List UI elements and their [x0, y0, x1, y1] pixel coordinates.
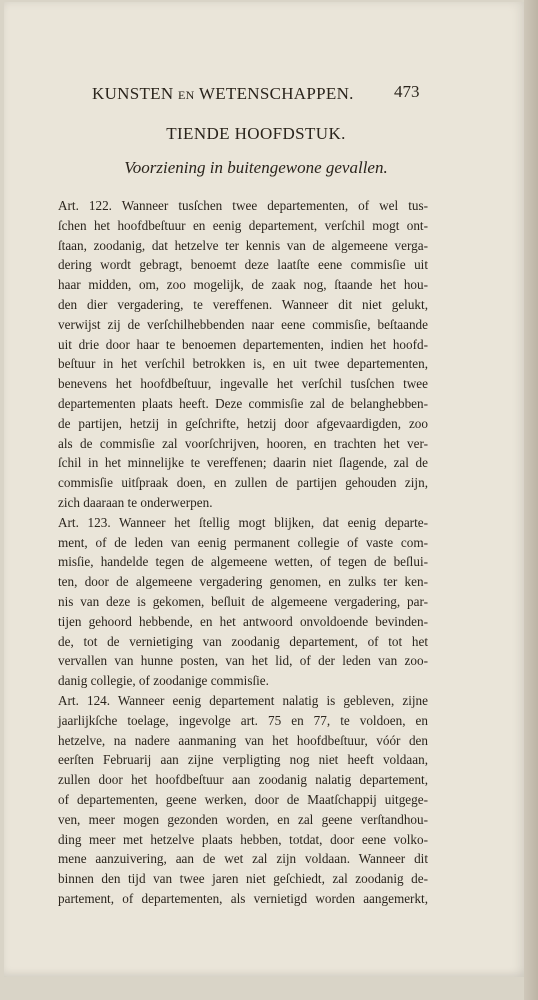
- text-line: de partijen, hetzij in geſchrifte, hetzij door afgevaardigden, zoo: [58, 415, 428, 431]
- text-line: ven, meer mogen gezonden worden, en zal geene verſtandhou-: [58, 811, 428, 827]
- text-line: als de commisſie zal voorſchrijven, hooren, en trachten het ver-: [58, 435, 428, 451]
- running-title-a: KUNSTEN: [92, 84, 174, 103]
- text-line: haar midden, om, zoo mogelijk, de zaak nog, ſtaande het hou-: [58, 277, 428, 293]
- text-line: nis van deze is gekomen, beſluit de algemeene vergadering, par-: [58, 593, 428, 609]
- text-line: Art. 124. Wanneer eenig departement nalatig is gebleven, zijne: [58, 692, 428, 708]
- text-line: verwijst zij de verſchilhebbenden naar eene commisſie, beſtaande: [58, 316, 428, 332]
- text-line: zullen door het hoofdbeſtuur aan zoodanig nalatig departement,: [58, 772, 428, 788]
- text-line: eerſten Februarij aan zijne verpligting nog niet heeft voldaan,: [58, 752, 428, 768]
- article-paragraph: [58, 513, 428, 691]
- section-title: Voorziening in buitengewone gevallen.: [124, 158, 388, 177]
- text-line: Art. 122. Wanneer tusſchen twee departementen, of wel tus-: [58, 198, 428, 213]
- text-line: hetzelve, na nadere aanmaning van het hoofdbeſtuur, vóór den: [58, 732, 428, 748]
- text-line: beſtuur in het verſchil betrokken is, en uit twee departementen,: [58, 356, 428, 372]
- chapter-title: TIENDE HOOFDSTUK.: [166, 124, 346, 143]
- text-line: benevens het hoofdbeſtuur, ingevalle het verſchil tusſchen twee: [58, 376, 428, 392]
- text-line: zich daaraan te onderwerpen.: [58, 494, 213, 510]
- running-header: [92, 84, 442, 104]
- body-text: [58, 196, 428, 909]
- text-line: jaarlijkſche toelage, ingevolge art. 75 en 77, te voldoen, en: [58, 712, 428, 728]
- text-line: commisſie uitſpraak doen, en zullen de partijen gehouden zijn,: [58, 475, 428, 491]
- text-line: ſtaan, zoodanig, dat hetzelve ter kennis van de algemeene verga-: [58, 237, 428, 253]
- text-line: ſchil in het minnelijke te vereffenen; daarin niet ſlagende, zal de: [58, 455, 428, 471]
- text-line: den dier vergadering, te vereffenen. Wanneer dit niet gelukt,: [58, 296, 428, 312]
- text-line: dering wordt gebragt, benoemt deze laatſte eene commisſie uit: [58, 257, 428, 273]
- text-line: misſie, handelde tegen de algemeene wetten, of tegen de beſlui-: [58, 554, 428, 570]
- text-line: Art. 123. Wanneer het ſtellig mogt blijken, dat eenig departe-: [58, 514, 428, 530]
- text-line: mene aanzuivering, aan de wet zal zijn voldaan. Wanneer dit: [58, 851, 428, 867]
- text-line: danig collegie, of zoodanige commisſie.: [58, 673, 269, 689]
- page-edge: [524, 0, 538, 1000]
- text-line: ſchen het hoofdbeſtuur en eenig departement, verſchil mogt ont-: [58, 217, 428, 233]
- text-line: of departementen, geene werken, door de Maatſchappij uitgege-: [58, 791, 428, 807]
- running-title-c: WETENSCHAPPEN.: [198, 84, 354, 103]
- running-title-b: EN: [178, 88, 195, 102]
- text-line: vervallen van hunne posten, van het lid, of der leden van zoo-: [58, 653, 428, 669]
- text-line: ding meer met hetzelve plaats hebben, totdat, door eene volko-: [58, 831, 428, 847]
- text-line: de, tot de vernietiging van zoodanig departement, of tot het: [58, 633, 428, 649]
- article-paragraph: [58, 691, 428, 909]
- text-line: ment, of de leden van eenig permanent collegie of vaste com-: [58, 534, 428, 550]
- text-line: ten, door de algemeene vergadering genomen, en zulks ter ken-: [58, 574, 428, 590]
- article-paragraph: [58, 196, 428, 513]
- text-line: binnen den tijd van twee jaren niet geſchiedt, zal zoodanig de-: [58, 871, 428, 887]
- text-line: partement, of departementen, als vernietigd worden aangemerkt,: [58, 890, 428, 906]
- page-number: 473: [394, 82, 420, 101]
- text-line: uit drie door haar te benoemen departementen, indien het hoofd-: [58, 336, 428, 352]
- text-line: departementen plaats heeft. Deze commisſie zal de belanghebben-: [58, 395, 428, 411]
- text-line: tijen gehoord hebbende, en het antwoord onvoldoende bevinden-: [58, 613, 428, 629]
